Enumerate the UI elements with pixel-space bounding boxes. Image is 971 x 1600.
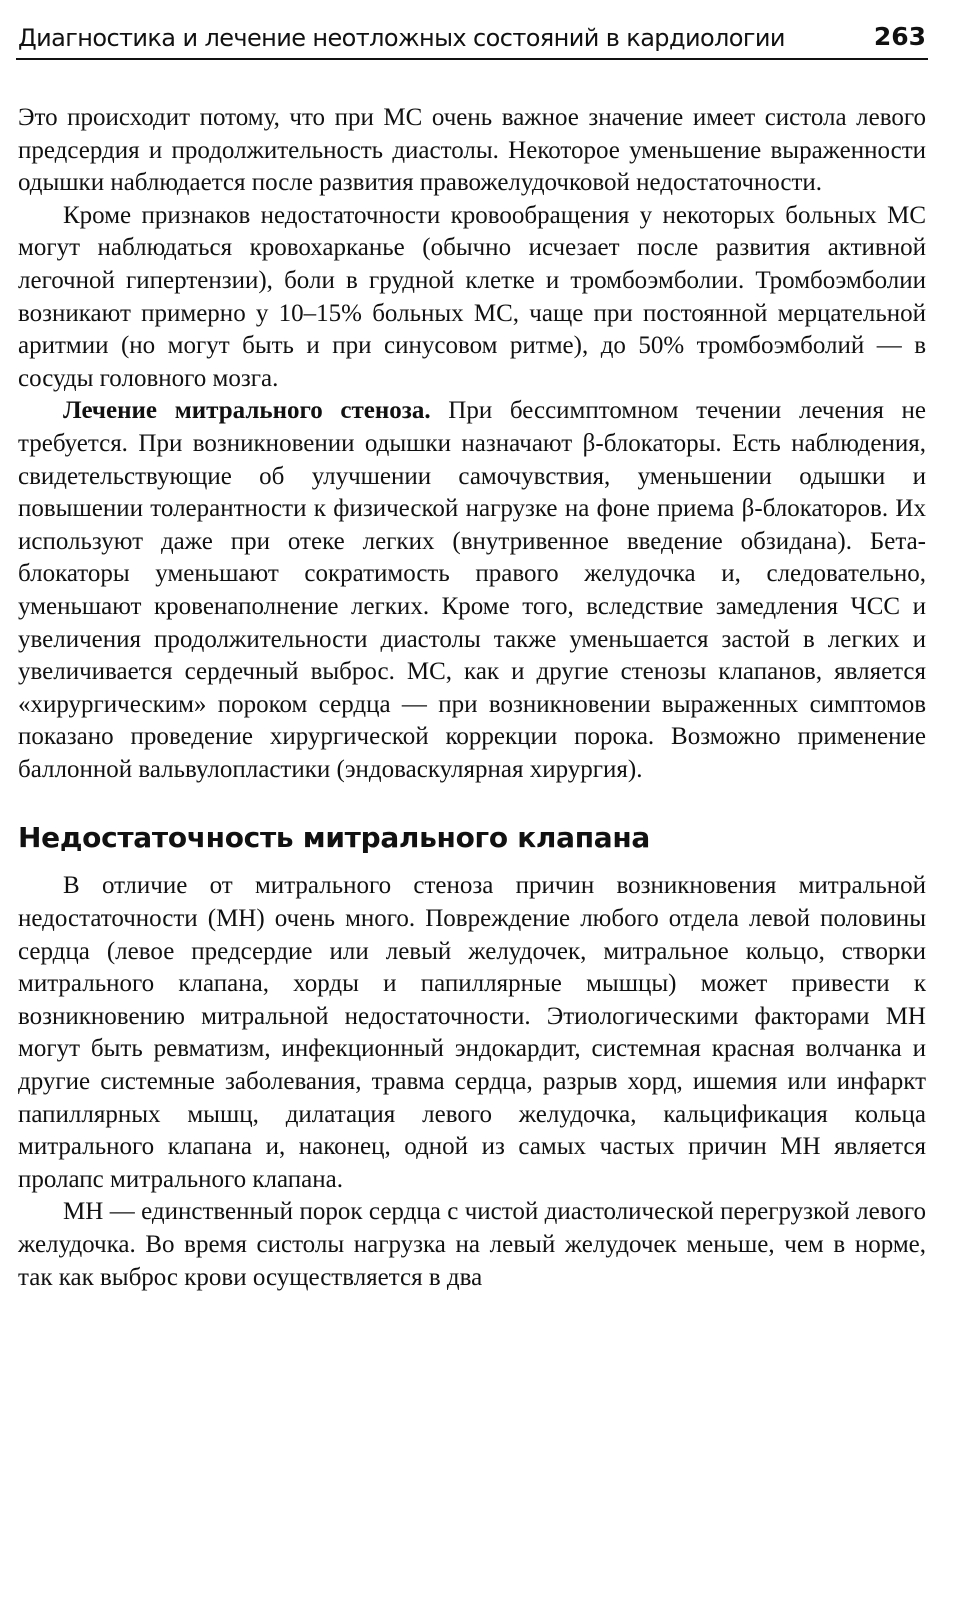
- paragraph-3-lead: Лечение митрального стеноза.: [63, 397, 431, 425]
- section-heading: Недостаточность митрального клапана: [18, 821, 651, 855]
- paragraph-4: В отличие от митрального стеноза причин возникновения митральной недостаточности (МН) очень много. Повреждение любого отдела левой половины сердца (левое предсердие или левый желудочек, митральное кольцо, створки митрального клапана, хорды и папиллярные мышцы) может привести к возникновению митральной недостаточности. Этиологическими факторами МН могут быть ревматизм, инфекционный эндокардит, системная красная волчанка и другие системные заболевания, травма сердца, разрыв хорд, ишемия или инфаркт папиллярных мышц, дилатация левого желудочка, кальцификация кольца митрального клапана и, наконец, одной из самых частых причин МН является пролапс митрального клапана.: [18, 872, 926, 1193]
- paragraph-3: [18, 395, 926, 786]
- running-header: [16, 18, 928, 60]
- page-number: 263: [873, 22, 926, 51]
- running-title: Диагностика и лечение неотложных состояний в кардиологии: [18, 24, 785, 52]
- paragraph-2: Кроме признаков недостаточности кровообращения у некоторых больных МС могут наблюдаться кровохарканье (обычно исчезает после развития активной легочной гипертензии), боли в грудной клетке и тромбоэмболии. Тромбоэмболии возникают примерно у 10–15% больных МС, чаще при постоянной мерцательной аритмии (но могут быть и при синусовом ритме), до 50% тромбоэмболий — в сосуды головного мозга.: [18, 201, 926, 392]
- paragraph-3-text: При бессимптомном течении лечения не требуется. При возникновении одышки назначают β-блокаторы. Есть наблюдения, свидетельствующие об улучшении самочувствия, уменьшении одышки и повышении толерантности к физической нагрузке на фоне приема β-блокаторов. Их используют даже при отеке легких (внутривенное введение обзидана). Бета-блокаторы уменьшают сократимость правого желудочка и, следовательно, уменьшают кровенаполнение легких. Кроме того, вследствие замедления ЧСС и увеличения продолжительности диастолы также уменьшается застой в легких и увеличивается сердечный выброс. МС, как и другие стенозы клапанов, является «хирургическим» пороком сердца — при возникновении выраженных симптомов показано проведение хирургической коррекции порока. Возможно применение баллонной вальвулопластики (эндоваскулярная хирургия).: [18, 397, 927, 783]
- body-text: [18, 102, 926, 1294]
- paragraph-5: МН — единственный порок сердца с чистой диастолической перегрузкой левого желудочка. Во время систолы нагрузка на левый желудочек меньше, чем в норме, так как выброс крови осуществляется в два: [18, 1198, 926, 1291]
- paragraph-1: Это происходит потому, что при МС очень важное значение имеет систола левого предсердия и продолжительность диастолы. Некоторое уменьшение выраженности одышки наблюдается после развития правожелудочковой недостаточности.: [18, 104, 926, 197]
